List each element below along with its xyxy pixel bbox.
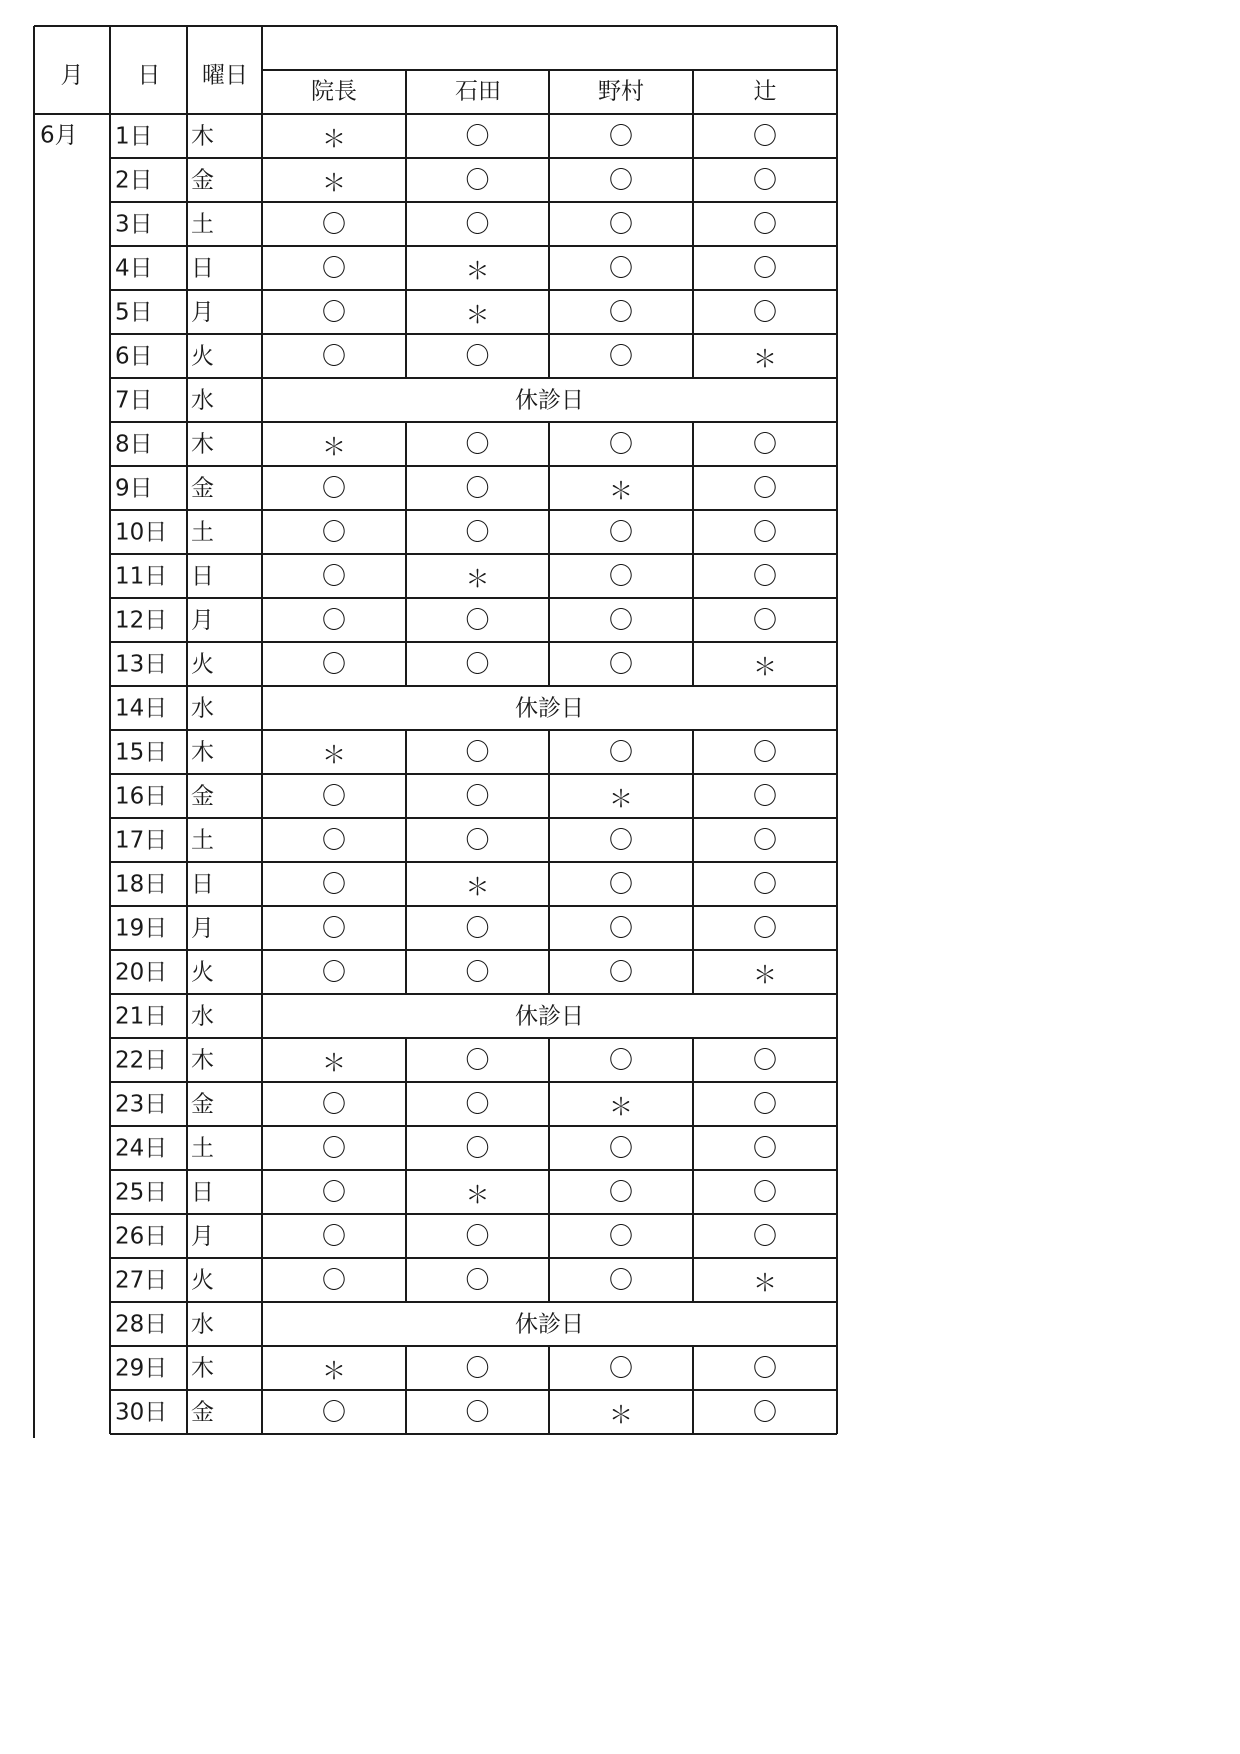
- weekday-cell: 金: [191, 475, 214, 502]
- shift-mark: 〇: [609, 826, 633, 854]
- day-cell: 26日: [115, 1223, 168, 1250]
- shift-mark: 〇: [322, 210, 346, 238]
- day-cell: 1日: [115, 123, 153, 150]
- header-month: 月: [60, 62, 84, 89]
- shift-mark: 〇: [465, 474, 490, 502]
- shift-mark: 〇: [753, 1354, 777, 1382]
- closed-day-label: 休診日: [515, 1311, 584, 1338]
- shift-mark: 〇: [465, 1222, 490, 1250]
- day-cell: 17日: [115, 827, 168, 854]
- shift-mark: 〇: [465, 1398, 490, 1426]
- weekday-cell: 木: [191, 431, 214, 458]
- day-cell: 2日: [115, 167, 153, 194]
- shift-mark: 〇: [322, 870, 346, 898]
- shift-mark: 〇: [609, 1134, 633, 1162]
- shift-mark: 〇: [465, 914, 490, 942]
- day-cell: 4日: [115, 255, 153, 282]
- header-staff-ishida: 石田: [455, 78, 501, 105]
- weekday-cell: 月: [191, 1223, 214, 1250]
- weekday-cell: 水: [191, 695, 214, 722]
- shift-mark: 〇: [609, 1178, 633, 1206]
- shift-mark: ＊: [753, 1269, 777, 1297]
- shift-mark: ＊: [322, 125, 346, 153]
- shift-mark: 〇: [753, 1134, 777, 1162]
- shift-mark: 〇: [322, 1266, 346, 1294]
- weekday-cell: 金: [191, 167, 214, 194]
- closed-day-label: 休診日: [515, 695, 584, 722]
- weekday-cell: 土: [191, 827, 214, 854]
- weekday-cell: 金: [191, 1091, 214, 1118]
- shift-mark: 〇: [465, 166, 490, 194]
- day-cell: 18日: [115, 871, 168, 898]
- weekday-cell: 土: [191, 519, 214, 546]
- shift-mark: 〇: [609, 518, 633, 546]
- shift-mark: 〇: [609, 122, 633, 150]
- shift-mark: 〇: [465, 210, 490, 238]
- day-cell: 19日: [115, 915, 168, 942]
- shift-mark: 〇: [322, 1134, 346, 1162]
- shift-mark: 〇: [322, 518, 346, 546]
- shift-mark: 〇: [753, 430, 777, 458]
- shift-mark: 〇: [609, 430, 633, 458]
- shift-mark: 〇: [465, 1090, 490, 1118]
- shift-mark: 〇: [322, 562, 346, 590]
- weekday-cell: 土: [191, 1135, 214, 1162]
- closed-day-label: 休診日: [515, 387, 584, 414]
- shift-mark: 〇: [753, 298, 777, 326]
- shift-mark: 〇: [609, 650, 633, 678]
- day-cell: 10日: [115, 519, 168, 546]
- weekday-cell: 木: [191, 123, 214, 150]
- header-staff-nomura: 野村: [598, 78, 644, 105]
- shift-mark: ＊: [753, 345, 777, 373]
- day-cell: 30日: [115, 1399, 168, 1426]
- shift-mark: ＊: [609, 785, 633, 813]
- shift-mark: ＊: [609, 1093, 633, 1121]
- closed-day-label: 休診日: [515, 1003, 584, 1030]
- shift-mark: 〇: [322, 606, 346, 634]
- shift-mark: 〇: [753, 606, 777, 634]
- weekday-cell: 火: [191, 1267, 214, 1294]
- shift-mark: ＊: [465, 873, 490, 901]
- shift-mark: 〇: [465, 342, 490, 370]
- shift-mark: 〇: [609, 210, 633, 238]
- shift-mark: 〇: [609, 870, 633, 898]
- day-cell: 16日: [115, 783, 168, 810]
- header-day: 日: [137, 62, 161, 89]
- shift-mark: 〇: [753, 210, 777, 238]
- shift-mark: ＊: [465, 1181, 490, 1209]
- shift-mark: 〇: [609, 1222, 633, 1250]
- shift-mark: 〇: [322, 826, 346, 854]
- day-cell: 25日: [115, 1179, 168, 1206]
- shift-mark: 〇: [322, 254, 346, 282]
- day-cell: 3日: [115, 211, 153, 238]
- day-cell: 14日: [115, 695, 168, 722]
- header-staff-director: 院長: [311, 78, 357, 105]
- day-cell: 7日: [115, 387, 153, 414]
- shift-mark: 〇: [465, 1046, 490, 1074]
- day-cell: 8日: [115, 431, 153, 458]
- weekday-cell: 日: [191, 255, 214, 282]
- shift-mark: ＊: [322, 433, 346, 461]
- shift-mark: 〇: [465, 650, 490, 678]
- shift-mark: 〇: [322, 914, 346, 942]
- shift-mark: ＊: [465, 565, 490, 593]
- shift-mark: 〇: [753, 870, 777, 898]
- shift-mark: 〇: [753, 166, 777, 194]
- shift-mark: 〇: [465, 958, 490, 986]
- weekday-cell: 月: [191, 299, 214, 326]
- shift-mark: 〇: [465, 1266, 490, 1294]
- shift-mark: 〇: [753, 474, 777, 502]
- shift-mark: 〇: [322, 1090, 346, 1118]
- weekday-cell: 木: [191, 1355, 214, 1382]
- day-cell: 15日: [115, 739, 168, 766]
- shift-mark: 〇: [465, 1354, 490, 1382]
- shift-mark: 〇: [465, 430, 490, 458]
- shift-mark: 〇: [753, 1222, 777, 1250]
- weekday-cell: 水: [191, 1311, 214, 1338]
- weekday-cell: 金: [191, 1399, 214, 1426]
- shift-mark: 〇: [322, 1178, 346, 1206]
- table-header: [61, 63, 777, 105]
- weekday-cell: 金: [191, 783, 214, 810]
- shift-mark: 〇: [609, 914, 633, 942]
- shift-mark: 〇: [609, 1266, 633, 1294]
- shift-mark: 〇: [609, 1354, 633, 1382]
- shift-mark: 〇: [465, 782, 490, 810]
- header-staff-tsuji: 辻: [753, 78, 777, 105]
- shift-mark: 〇: [609, 342, 633, 370]
- weekday-cell: 土: [191, 211, 214, 238]
- header-weekday: 曜日: [202, 62, 248, 89]
- weekday-cell: 木: [191, 739, 214, 766]
- shift-mark: ＊: [322, 741, 346, 769]
- shift-mark: 〇: [753, 1398, 777, 1426]
- shift-mark: 〇: [753, 1046, 777, 1074]
- shift-mark: 〇: [465, 738, 490, 766]
- day-cell: 20日: [115, 959, 168, 986]
- table-body: [115, 122, 777, 1429]
- shift-mark: 〇: [609, 738, 633, 766]
- shift-mark: 〇: [753, 1178, 777, 1206]
- shift-mark: 〇: [753, 562, 777, 590]
- day-cell: 13日: [115, 651, 168, 678]
- shift-mark: 〇: [609, 1046, 633, 1074]
- shift-mark: 〇: [322, 650, 346, 678]
- shift-mark: ＊: [322, 1049, 346, 1077]
- weekday-cell: 日: [191, 563, 214, 590]
- shift-mark: 〇: [609, 562, 633, 590]
- shift-mark: 〇: [753, 782, 777, 810]
- shift-mark: 〇: [322, 298, 346, 326]
- shift-mark: 〇: [753, 738, 777, 766]
- shift-mark: 〇: [753, 914, 777, 942]
- weekday-cell: 水: [191, 387, 214, 414]
- day-cell: 27日: [115, 1267, 168, 1294]
- day-cell: 21日: [115, 1003, 168, 1030]
- day-cell: 6日: [115, 343, 153, 370]
- shift-mark: 〇: [753, 122, 777, 150]
- shift-mark: 〇: [753, 254, 777, 282]
- weekday-cell: 火: [191, 343, 214, 370]
- shift-mark: 〇: [753, 826, 777, 854]
- weekday-cell: 日: [191, 871, 214, 898]
- shift-mark: 〇: [322, 342, 346, 370]
- shift-mark: 〇: [322, 1398, 346, 1426]
- shift-mark: ＊: [465, 301, 490, 329]
- month-label: 6月: [40, 122, 78, 149]
- shift-mark: 〇: [322, 474, 346, 502]
- shift-mark: ＊: [609, 477, 633, 505]
- day-cell: 12日: [115, 607, 168, 634]
- weekday-cell: 木: [191, 1047, 214, 1074]
- shift-mark: ＊: [753, 961, 777, 989]
- shift-mark: 〇: [609, 254, 633, 282]
- shift-mark: 〇: [465, 122, 490, 150]
- weekday-cell: 水: [191, 1003, 214, 1030]
- shift-mark: 〇: [322, 958, 346, 986]
- day-cell: 11日: [115, 563, 168, 590]
- shift-mark: 〇: [465, 1134, 490, 1162]
- weekday-cell: 火: [191, 959, 214, 986]
- shift-mark: 〇: [609, 606, 633, 634]
- shift-mark: 〇: [465, 826, 490, 854]
- shift-mark: 〇: [609, 958, 633, 986]
- shift-mark: ＊: [465, 257, 490, 285]
- weekday-cell: 日: [191, 1179, 214, 1206]
- day-cell: 28日: [115, 1311, 168, 1338]
- shift-mark: 〇: [753, 518, 777, 546]
- weekday-cell: 火: [191, 651, 214, 678]
- weekday-cell: 月: [191, 607, 214, 634]
- shift-mark: 〇: [609, 298, 633, 326]
- day-cell: 24日: [115, 1135, 168, 1162]
- shift-mark: 〇: [322, 782, 346, 810]
- shift-mark: 〇: [753, 1090, 777, 1118]
- day-cell: 5日: [115, 299, 153, 326]
- shift-mark: 〇: [322, 1222, 346, 1250]
- weekday-cell: 月: [191, 915, 214, 942]
- shift-mark: 〇: [465, 518, 490, 546]
- shift-mark: ＊: [753, 653, 777, 681]
- shift-mark: 〇: [609, 166, 633, 194]
- shift-mark: ＊: [609, 1401, 633, 1429]
- day-cell: 29日: [115, 1355, 168, 1382]
- day-cell: 22日: [115, 1047, 168, 1074]
- shift-mark: ＊: [322, 169, 346, 197]
- day-cell: 23日: [115, 1091, 168, 1118]
- shift-mark: 〇: [465, 606, 490, 634]
- day-cell: 9日: [115, 475, 153, 502]
- shift-mark: ＊: [322, 1357, 346, 1385]
